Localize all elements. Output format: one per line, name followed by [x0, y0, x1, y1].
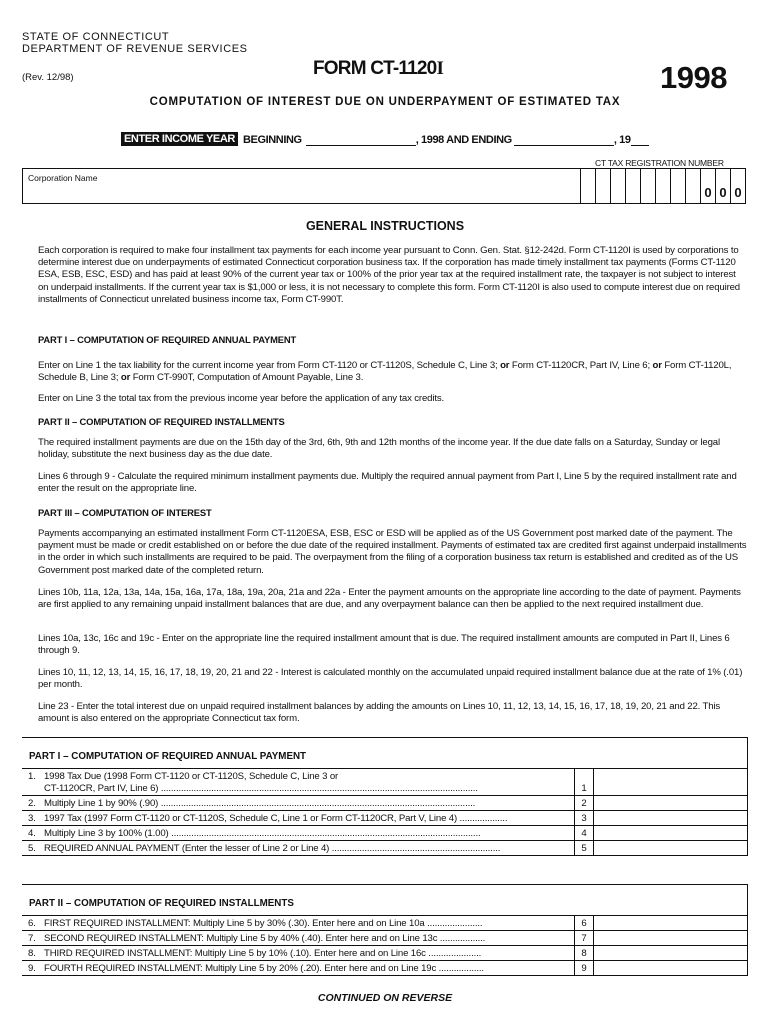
- amount-field[interactable]: [594, 796, 747, 810]
- form-number: [313, 58, 443, 80]
- agency-name: [22, 31, 248, 55]
- beginning-date-field[interactable]: [306, 133, 416, 146]
- part2-line-8: [22, 946, 747, 961]
- line-number: 1.: [28, 771, 36, 782]
- reg-cell[interactable]: [610, 169, 625, 203]
- amount-field[interactable]: [594, 811, 747, 825]
- or-word: or: [652, 360, 662, 371]
- part3-instructions-p1: Payments accompanying an estimated installment Form CT-1120ESA, ESB, ESC or ESD will be applied as of the US Government post marked date of the payment. The payment must be made or credit established on or before the due date of the required installment. Payments of estimated tax are credited first against underpaid installments in the order in which such installments are required to be paid. The overpayment from the filing of a corporation business tax return is established and credited as of the US Government post marked date of the completed return.: [38, 528, 747, 576]
- amount-field[interactable]: [594, 826, 747, 840]
- amount-field[interactable]: [594, 931, 747, 945]
- line-description: [22, 916, 574, 930]
- amount-field[interactable]: [594, 769, 747, 795]
- line-number: 6.: [28, 918, 36, 929]
- part1-line-3: [22, 811, 747, 826]
- ending-label: , 1998 AND ENDING: [415, 134, 512, 146]
- general-instructions-title: GENERAL INSTRUCTIONS: [305, 219, 465, 233]
- line-number: 3.: [28, 813, 36, 824]
- part1-line-1: [22, 769, 747, 796]
- part2-table: [22, 884, 748, 976]
- form-number-suffix: I: [436, 58, 444, 79]
- line-number: 2.: [28, 798, 36, 809]
- part3-instructions-heading: PART III – COMPUTATION OF INTEREST: [38, 507, 212, 518]
- part1-p1c: Form CT-1120L, Schedule B, Line 3;: [38, 360, 732, 384]
- line-box-number: 2: [574, 796, 594, 810]
- line-description: [22, 946, 574, 960]
- line-description: [22, 961, 574, 975]
- line-text: Multiply Line 3 by 100% (1.00) ...........................................................................................................................: [44, 828, 481, 839]
- revision-date: (Rev. 12/98): [22, 72, 74, 83]
- amount-field[interactable]: [594, 841, 747, 855]
- amount-field[interactable]: [594, 916, 747, 930]
- part3-instructions-p4: Lines 10, 11, 12, 13, 14, 15, 16, 17, 18, 19, 20, 21 and 22 - Interest is calculated monthly on the accumulated unpaid required installment balance due at the rate of 1% (.01) per month.: [38, 667, 743, 691]
- part2-line-7: [22, 931, 747, 946]
- line-text-a: 1998 Tax Due (1998 Form CT-1120 or CT-1120S, Schedule C, Line 3 or: [44, 771, 339, 782]
- line-text: SECOND REQUIRED INSTALLMENT: Multiply Line 5 by 40% (.40). Enter here and on Line 13c ..................: [44, 933, 486, 944]
- part3-instructions-p3: Lines 10a, 13c, 16c and 19c - Enter on the appropriate line the required installment amount that is due. The required installment amounts are computed in Part II, Lines 6 through 9.: [38, 633, 730, 657]
- line-box-number: 9: [574, 961, 594, 975]
- part1-table: [22, 737, 748, 856]
- line-text: FOURTH REQUIRED INSTALLMENT: Multiply Line 5 by 20% (.20). Enter here and on Line 19c ..................: [44, 963, 484, 974]
- reg-cell[interactable]: [670, 169, 685, 203]
- line-box-number: 8: [574, 946, 594, 960]
- line-box-number: 7: [574, 931, 594, 945]
- part2-line-6: [22, 916, 747, 931]
- line-number: 7.: [28, 933, 36, 944]
- reg-cell[interactable]: [685, 169, 700, 203]
- ending-year-field[interactable]: [631, 133, 649, 146]
- part2-line-9: [22, 961, 747, 976]
- ending-year-label: , 19: [613, 134, 631, 146]
- part3-instructions-p2: Lines 10b, 11a, 12a, 13a, 14a, 15a, 16a, 17a, 18a, 19a, 20a, 21a and 22a - Enter the payment amounts on the appropriate line according to the date of payment. Payments are first applied to any remaining unpaid installment balances that are due, and any overpayment balance can then be applied to the next required installment due.: [38, 587, 741, 611]
- or-word: or: [120, 372, 131, 384]
- reg-cell[interactable]: [595, 169, 610, 203]
- line-number: 5.: [28, 843, 36, 854]
- reg-cell[interactable]: [625, 169, 640, 203]
- part1-instructions-p2: Enter on Line 3 the total tax from the previous income year before the application of any tax credits.: [38, 393, 444, 404]
- tax-year: 1998: [660, 60, 727, 95]
- line-box-number: 1: [574, 769, 594, 795]
- corporation-name-box: [22, 168, 746, 204]
- line-text: 1997 Tax (1997 Form CT-1120 or CT-1120S, Schedule C, Line 1 or Form CT-1120CR, Part V, Line 4) ...................: [44, 813, 508, 824]
- part1-line-2: [22, 796, 747, 811]
- intro-paragraph: Each corporation is required to make four installment tax payments for each income year pursuant to Conn. Gen. Stat. §12-242d. Form CT-1120I is used by corporations to determine interest due on underpayments of estimated Connecticut corporation business tax. If the corporation has made timely installment tax payments (Forms CT-1120 ESA, ESB, ESC, ESD) and has paid at least 90% of the current year tax or 100% of the prior year tax at the required installment rate, the taxpayer is not subject to interest on underpaid installments. If the current year tax is $1,000 or less, it is not necessary to complete this form. Form CT-1120I is also used to compute interest due on required installments of Connecticut unrelated business income tax, Form CT-990T.: [38, 245, 740, 305]
- line-number: 8.: [28, 948, 36, 959]
- line-box-number: 3: [574, 811, 594, 825]
- part1-line-4: [22, 826, 747, 841]
- part2-instructions-p1: The required installment payments are due on the 15th day of the 3rd, 6th, 9th and 12th months of the income year. If the due date falls on a Saturday, Sunday or legal holiday, substitute the next business day as the due date.: [38, 437, 720, 461]
- beginning-label: BEGINNING: [242, 134, 302, 146]
- line-text-b: CT-1120CR, Part IV, Line 6) ..............................................................................................................................: [44, 782, 478, 794]
- corporation-name-label: Corporation Name: [28, 173, 98, 183]
- line-description: [22, 769, 574, 795]
- agency-line-2: DEPARTMENT OF REVENUE SERVICES: [22, 43, 248, 55]
- agency-line-1: STATE OF CONNECTICUT: [22, 31, 170, 43]
- reg-cell[interactable]: [655, 169, 670, 203]
- line-description: [22, 841, 574, 855]
- line-text: [44, 771, 574, 794]
- registration-number-cells[interactable]: [580, 169, 745, 203]
- line-description: [22, 811, 574, 825]
- ending-date-field[interactable]: [514, 133, 614, 146]
- line-description: [22, 931, 574, 945]
- part1-table-heading: PART I – COMPUTATION OF REQUIRED ANNUAL PAYMENT: [22, 738, 747, 769]
- reg-cell[interactable]: [730, 169, 745, 203]
- part1-p1b: Form CT-1120CR, Part IV, Line 6;: [511, 360, 650, 371]
- line-number: 9.: [28, 963, 36, 974]
- income-year-line: [121, 132, 649, 146]
- line-description: [22, 826, 574, 840]
- line-description: [22, 796, 574, 810]
- line-text: REQUIRED ANNUAL PAYMENT (Enter the lesser of Line 2 or Line 4) ...................................................................: [44, 843, 501, 854]
- reg-cell[interactable]: [715, 169, 730, 203]
- amount-field[interactable]: [594, 946, 747, 960]
- part2-instructions-heading: PART II – COMPUTATION OF REQUIRED INSTALLMENTS: [38, 416, 285, 427]
- reg-cell[interactable]: [640, 169, 655, 203]
- part1-line-5: [22, 841, 747, 856]
- amount-field[interactable]: [594, 961, 747, 975]
- line-box-number: 4: [574, 826, 594, 840]
- continued-on-reverse: CONTINUED ON REVERSE: [317, 992, 453, 1004]
- general-instructions-intro: [38, 245, 748, 306]
- reg-cell[interactable]: [580, 169, 595, 203]
- line-box-number: 5: [574, 841, 594, 855]
- part1-p1a: Enter on Line 1 the tax liability for the current income year from Form CT-1120 or CT-1120S, Schedule C, Line 3;: [38, 360, 498, 371]
- income-year-badge: ENTER INCOME YEAR: [121, 132, 238, 146]
- reg-digit: 0: [719, 185, 727, 200]
- or-word: or: [500, 360, 510, 371]
- registration-number-label: CT TAX REGISTRATION NUMBER: [595, 158, 724, 168]
- part1-instructions-p1: [38, 360, 748, 384]
- line-number: 4.: [28, 828, 36, 839]
- part2-table-heading: PART II – COMPUTATION OF REQUIRED INSTALLMENTS: [22, 885, 747, 916]
- line-text: THIRD REQUIRED INSTALLMENT: Multiply Line 5 by 10% (.10). Enter here and on Line 16c .....................: [44, 948, 482, 959]
- line-box-number: 6: [574, 916, 594, 930]
- reg-digit: 0: [734, 185, 742, 200]
- part3-instructions-p5: Line 23 - Enter the total interest due on unpaid required installment balances by adding the amounts on Lines 10, 11, 12, 13, 14, 15, 16, 17, 18, 19, 20, 21 and 22. This amount is also entered on the appropriate Connecticut tax form.: [38, 701, 721, 725]
- form-subtitle: COMPUTATION OF INTEREST DUE ON UNDERPAYMENT OF ESTIMATED TAX: [149, 96, 621, 108]
- part1-p1d: Form CT-990T, Computation of Amount Payable, Line 3.: [132, 372, 364, 384]
- part1-instructions-heading: PART I – COMPUTATION OF REQUIRED ANNUAL PAYMENT: [38, 334, 297, 345]
- line-text: Multiply Line 1 by 90% (.90) .............................................................................................................................: [44, 798, 476, 809]
- reg-digit: 0: [704, 185, 712, 200]
- form-number-text: FORM CT-1120: [313, 58, 437, 79]
- reg-cell[interactable]: [700, 169, 715, 203]
- part2-instructions-p2: Lines 6 through 9 - Calculate the required minimum installment payments due. Multiply the required annual payment from Part I, Line 5 by the required installment rate and enter the result on the appropriate line.: [38, 471, 737, 495]
- line-text: FIRST REQUIRED INSTALLMENT: Multiply Line 5 by 30% (.30). Enter here and on Line 10a ......................: [44, 918, 483, 929]
